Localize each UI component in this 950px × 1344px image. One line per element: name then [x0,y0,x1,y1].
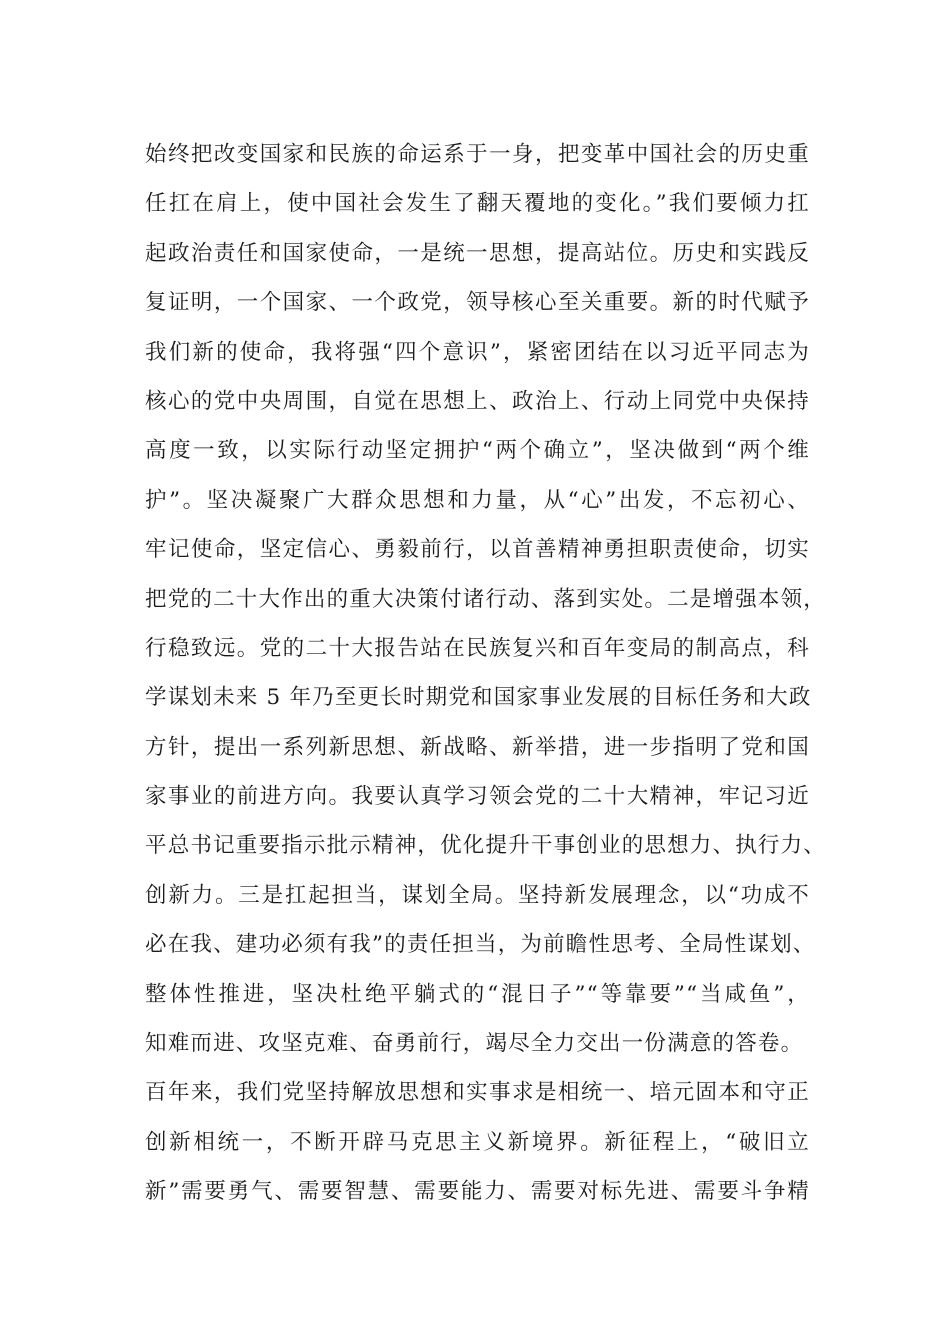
text-line: 始终把改变国家和民族的命运系于一身，把变革中国社会的历史重 [145,142,810,167]
text-line: 方针，提出一系列新思想、新战略、新举措，进一步指明了党和国 [145,734,810,760]
text-line: 任扛在肩上，使中国社会发生了翻天覆地的变化。”我们要倾力扛 [145,191,810,217]
text-line: 把党的二十大作出的重大决策付诸行动、落到实处。二是增强本领， [145,586,827,612]
text-line: 平总书记重要指示批示精神，优化提升干事创业的思想力、执行力、 [145,833,827,859]
text-line: 整体性推进，坚决杜绝平躺式的“混日子”“等靠要”“当咸鱼”， [145,981,810,1007]
body-text [145,130,827,1217]
text-line: 创新力。三是扛起担当，谋划全局。坚持新发展理念，以“功成不 [145,882,810,908]
text-line: 复证明，一个国家、一个政党，领导核心至关重要。新的时代赋予 [145,290,810,316]
text-line: 起政治责任和国家使命，一是统一思想，提高站位。历史和实践反 [145,240,810,266]
text-line: 护”。坚决凝聚广大群众思想和力量，从“心”出发，不忘初心、 [145,487,810,513]
text-line: 行稳致远。党的二十大报告站在民族复兴和百年变局的制高点，科 [145,635,810,661]
text-line: 高度一致，以实际行动坚定拥护“两个确立”，坚决做到“两个维 [145,438,810,464]
text-line: 学谋划未来 5 年乃至更长时期党和国家事业发展的目标任务和大政 [145,685,812,711]
text-line: 核心的党中央周围，自觉在思想上、政治上、行动上同党中央保持 [145,388,810,414]
text-line: 牢记使命，坚定信心、勇毅前行，以首善精神勇担职责使命，切实 [145,537,810,563]
text-line: 新”需要勇气、需要智慧、需要能力、需要对标先进、需要斗争精 [145,1179,810,1205]
text-line: 家事业的前进方向。我要认真学习领会党的二十大精神，牢记习近 [145,784,810,810]
text-line: 我们新的使命，我将强“四个意识”，紧密团结在以习近平同志为 [145,339,810,365]
text-line: 必在我、建功必须有我”的责任担当，为前瞻性思考、全局性谋划、 [145,932,816,958]
text-line: 知难而进、攻坚克难、奋勇前行，竭尽全力交出一份满意的答卷。 [145,1031,804,1057]
text-line: 百年来，我们党坚持解放思想和实事求是相统一、培元固本和守正 [145,1080,810,1106]
text-line: 创新相统一，不断开辟马克思主义新境界。新征程上，“破旧立 [145,1129,810,1155]
